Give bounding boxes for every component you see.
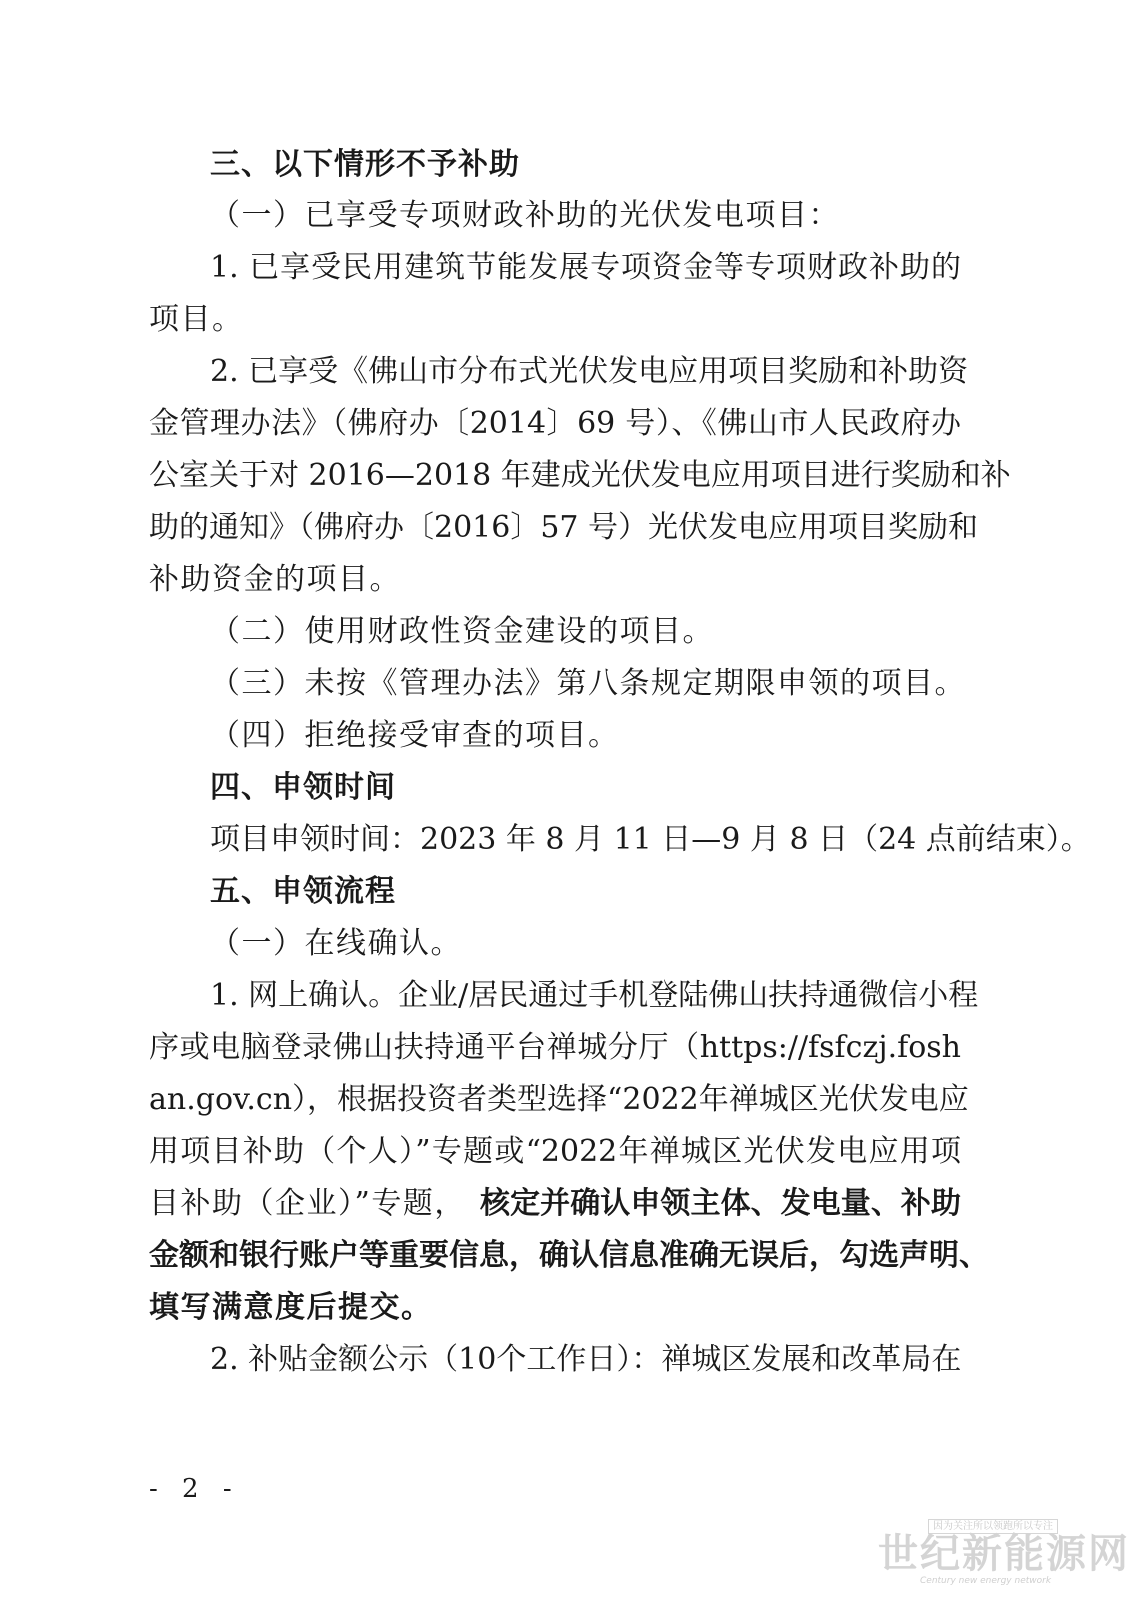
- paragraph-line: 金管理办法》（佛府办〔2014〕69 号）、《佛山市人民政府办: [149, 406, 961, 441]
- section-heading-4: 四、申领时间: [210, 770, 396, 805]
- paragraph-line: 1. 网上确认。企业/居民通过手机登陆佛山扶持通微信小程: [210, 978, 979, 1013]
- subsection-2: （二）使用财政性资金建设的项目。: [210, 614, 714, 649]
- emphasis-text: 填写满意度后提交。: [149, 1290, 433, 1325]
- subsection-1: （一）已享受专项财政补助的光伏发电项目：: [210, 198, 840, 233]
- paragraph-line: 项目。: [149, 302, 244, 337]
- emphasis-text: 金额和银行账户等重要信息，确认信息准确无误后，勾选声明、: [149, 1238, 989, 1273]
- section-heading-5: 五、申领流程: [210, 874, 396, 909]
- paragraph-line: 项目申领时间：2023 年 8 月 11 日—9 月 8 日（24 点前结束）。: [210, 822, 1091, 857]
- subsection-3: （三）未按《管理办法》第八条规定期限申领的项目。: [210, 666, 966, 701]
- paragraph-line: 1. 已享受民用建筑节能发展专项资金等专项财政补助的: [210, 250, 961, 285]
- paragraph-line: 用项目补助（个人）”专题或“2022年禅城区光伏发电应用项: [149, 1134, 961, 1169]
- watermark-subtitle: Century new energy network: [920, 1576, 1052, 1586]
- page-number: - 2 -: [149, 1474, 240, 1504]
- paragraph-line: 序或电脑登录佛山扶持通平台禅城分厅（https://fsfczj.fosh: [149, 1030, 961, 1065]
- paragraph-line: 公室关于对 2016—2018 年建成光伏发电应用项目进行奖励和补: [149, 458, 1011, 493]
- subsection-4: （四）拒绝接受审查的项目。: [210, 718, 620, 753]
- paragraph-line: 2. 补贴金额公示（10个工作日）：禅城区发展和改革局在: [210, 1342, 962, 1377]
- paragraph-line: 助的通知》（佛府办〔2016〕57 号）光伏发电应用项目奖励和: [149, 510, 979, 545]
- watermark-tagline: 因为关注所以领跑所以专注: [928, 1519, 1058, 1534]
- paragraph-line: 2. 已享受《佛山市分布式光伏发电应用项目奖励和补助资: [210, 354, 969, 389]
- emphasis-text: 核定并确认申领主体、发电量、补助: [480, 1186, 961, 1221]
- paragraph-line: 目补助（企业）”专题，: [149, 1186, 466, 1221]
- paragraph-line: an.gov.cn），根据投资者类型选择“2022年禅城区光伏发电应: [149, 1082, 969, 1117]
- watermark-logo: 世纪新能源网: [878, 1530, 1130, 1577]
- section-heading-3: 三、以下情形不予补助: [210, 147, 520, 182]
- subsection-1: （一）在线确认。: [210, 926, 462, 961]
- paragraph-line: 补助资金的项目。: [149, 562, 401, 597]
